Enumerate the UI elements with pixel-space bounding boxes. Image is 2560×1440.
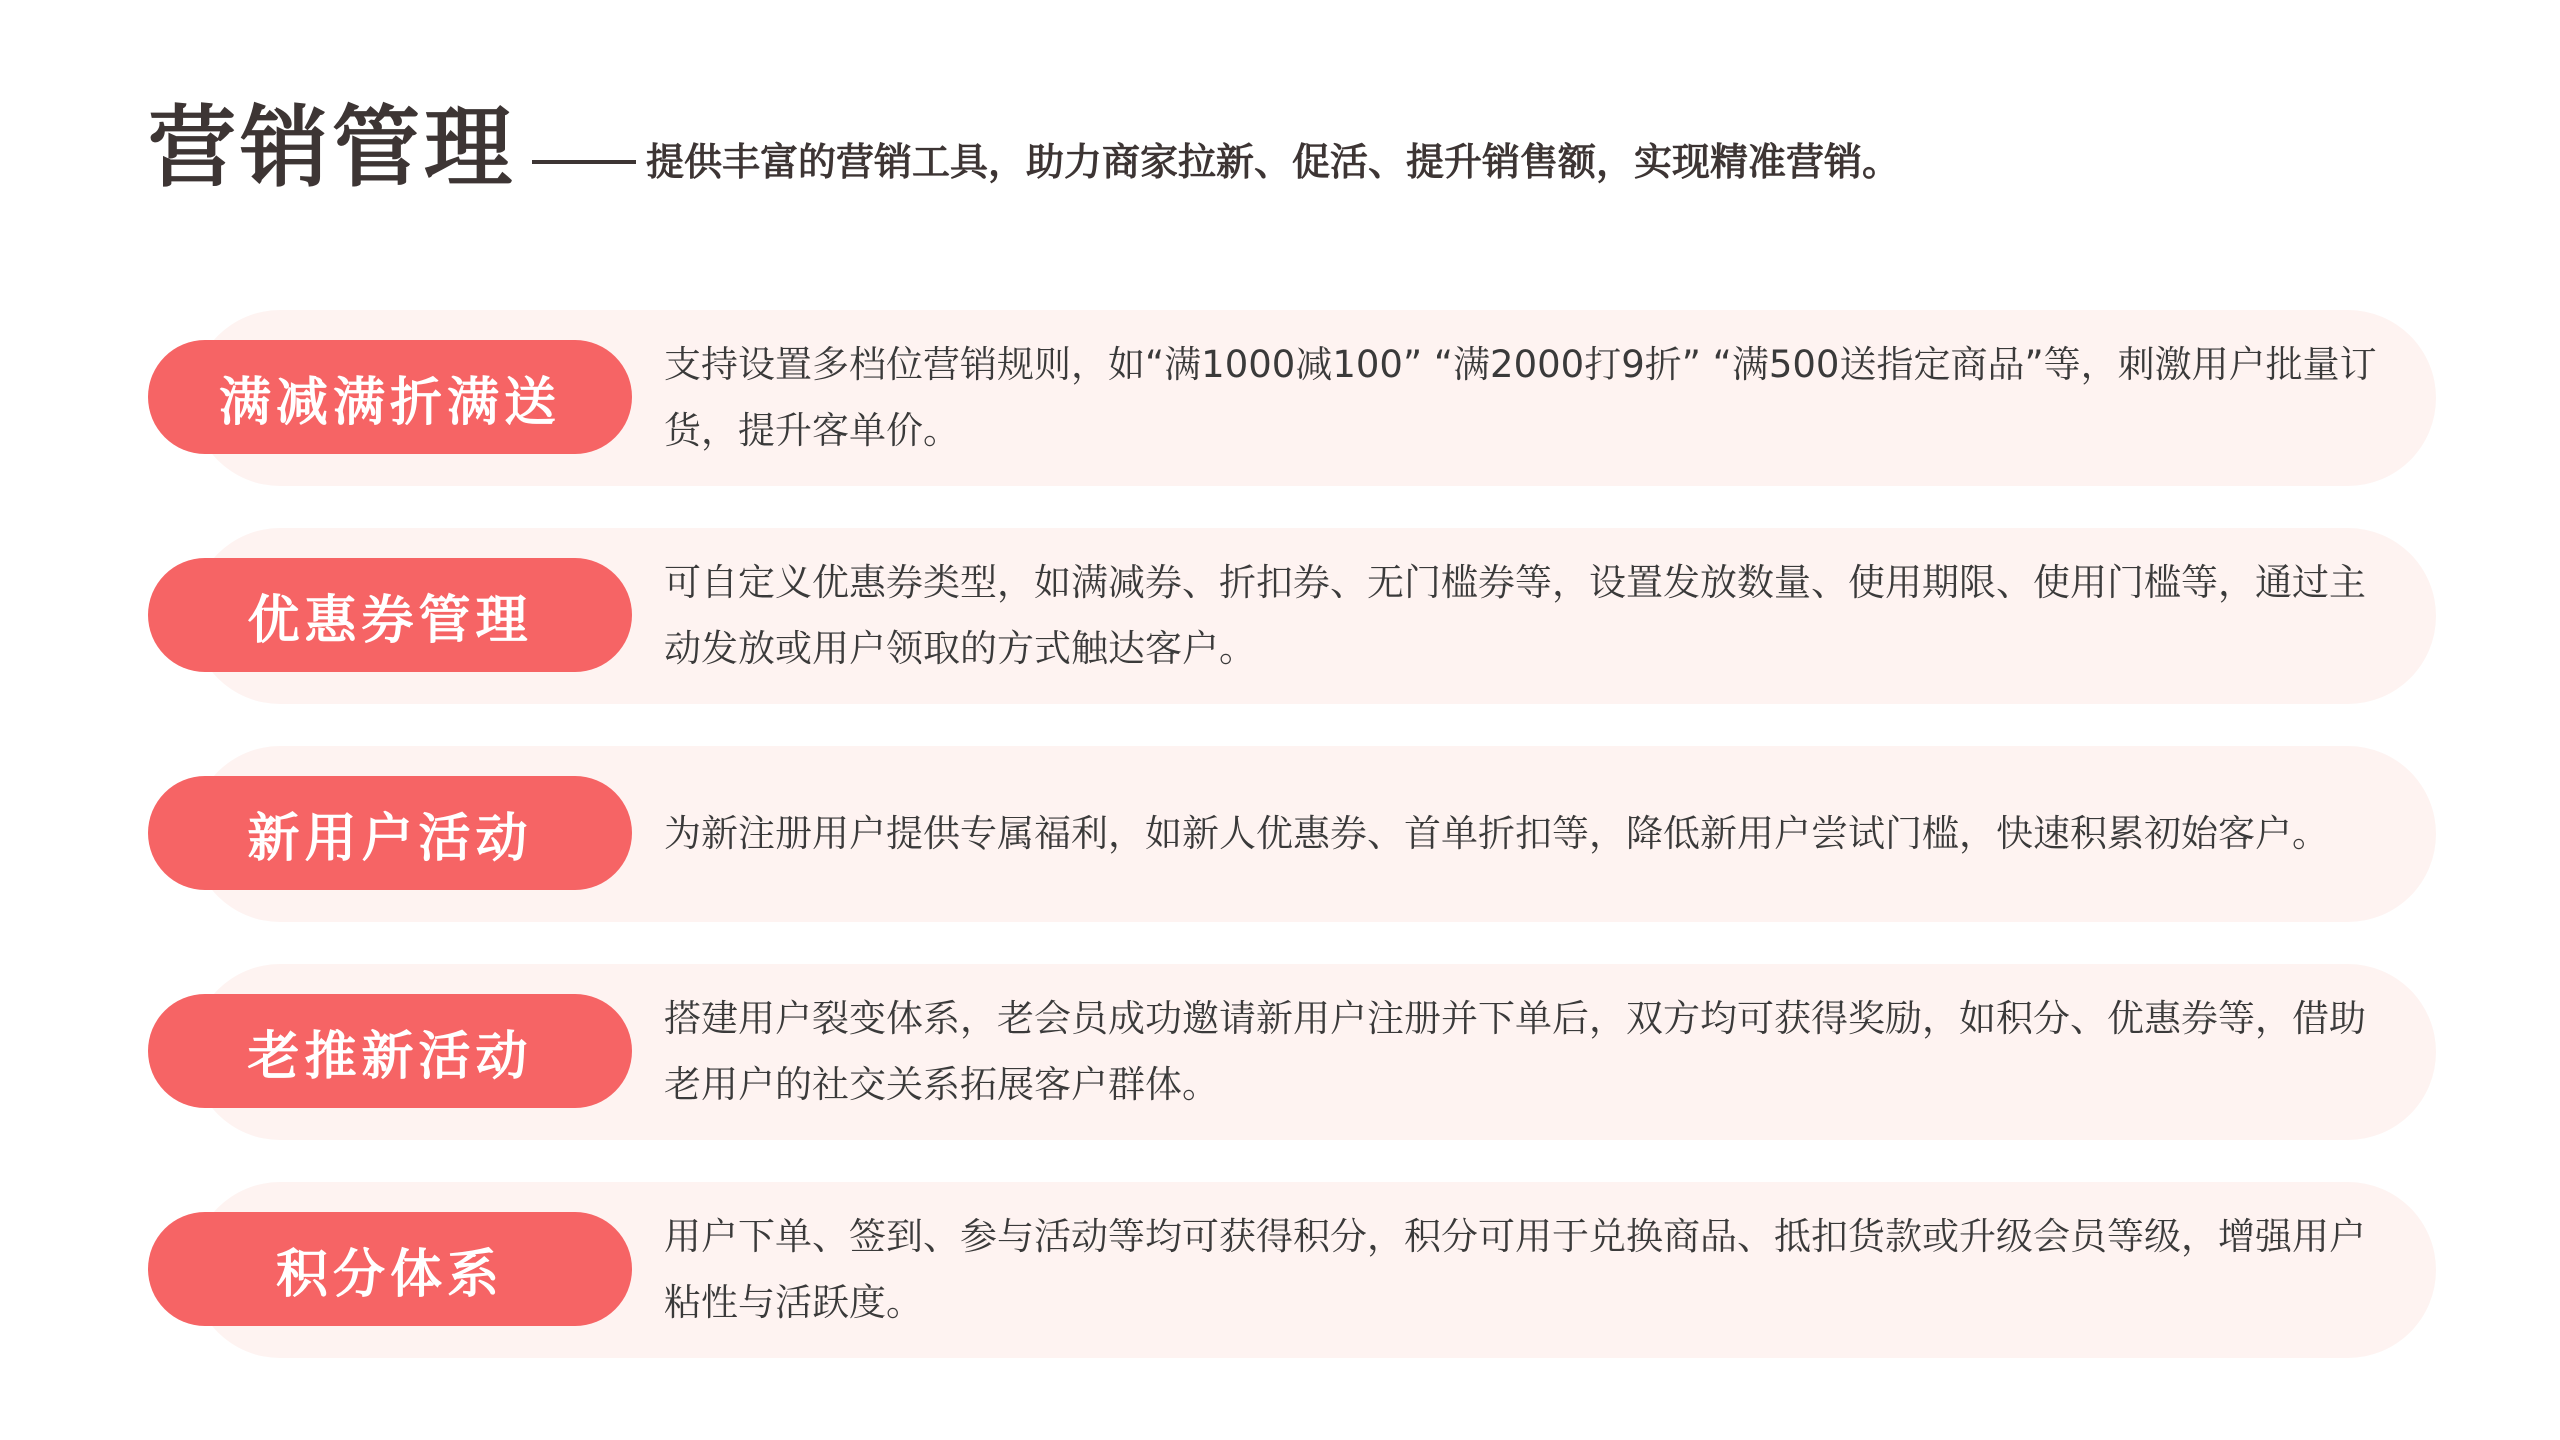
feature-row-full-reduction (148, 310, 2436, 486)
feature-description: 可自定义优惠券类型，如满减券、折扣券、无门槛券等，设置发放数量、使用期限、使用门槛等，通过主动发放或用户领取的方式触达客户。 (664, 561, 2366, 670)
feature-description: 用户下单、签到、参与活动等均可获得积分，积分可用于兑换商品、抵扣货款或升级会员等级，增强用户粘性与活跃度。 (664, 1215, 2366, 1324)
feature-label-pill: 积分体系 (148, 1212, 632, 1326)
feature-description: 搭建用户裂变体系，老会员成功邀请新用户注册并下单后，双方均可获得奖励，如积分、优惠券等，借助老用户的社交关系拓展客户群体。 (664, 997, 2366, 1106)
page-header (148, 88, 1900, 208)
feature-row-referral-activity (148, 964, 2436, 1140)
feature-row-new-user-activity (148, 746, 2436, 922)
page-subtitle: 提供丰富的营销工具，助力商家拉新、促活、提升销售额，实现精准营销。 (646, 139, 1901, 184)
feature-label-pill: 优惠券管理 (148, 558, 632, 672)
feature-description: 支持设置多档位营销规则，如“满1000减100” “满2000打9折” “满500送指定商品”等，刺激用户批量订货，提升客单价。 (664, 343, 2377, 452)
page-title: 营销管理 (148, 96, 517, 199)
title-dash-divider (532, 160, 636, 164)
feature-row-points-system (148, 1182, 2436, 1358)
feature-row-coupon-management (148, 528, 2436, 704)
feature-label-pill: 满减满折满送 (148, 340, 632, 454)
feature-label-pill: 老推新活动 (148, 994, 632, 1108)
feature-label-pill: 新用户活动 (148, 776, 632, 890)
feature-description: 为新注册用户提供专属福利，如新人优惠券、首单折扣等，降低新用户尝试门槛，快速积累初始客户。 (664, 812, 2329, 855)
